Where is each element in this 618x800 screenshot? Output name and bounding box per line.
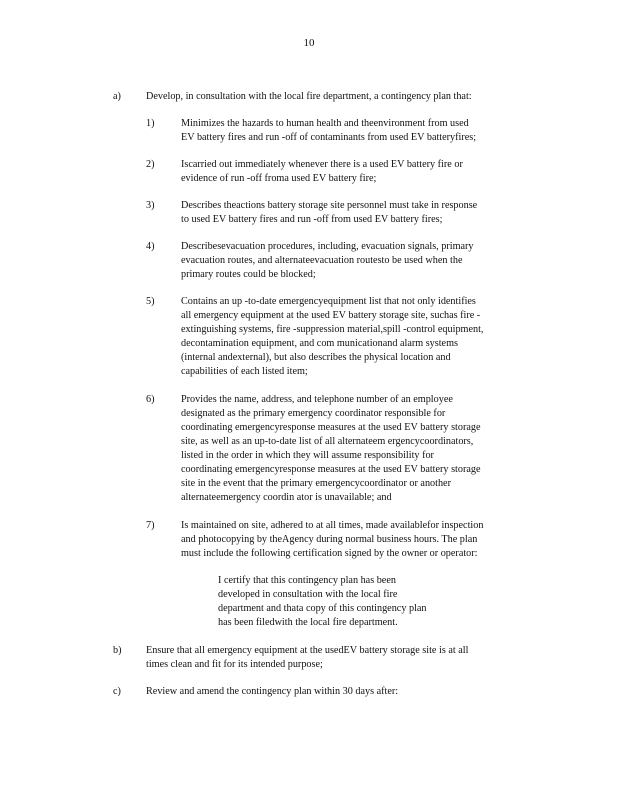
section-a-text: Develop, in consultation with the local fire department, a contingency plan that: [146,91,472,102]
list-item-1-line-1: Minimizes the hazards to human health and theenvironment from used [181,118,469,129]
list-item-6-line-2: designated as the primary emergency coordinator responsible for [181,408,446,419]
list-item-6-line-7: site in the event that the primary emergencycoordinator or another [181,478,451,489]
list-item-5-line-5: (internal andexternal), but also describes the physical location and [181,352,451,363]
list-item-5-line-3: extinguishing systems, fire -suppression material,spill -control equipment, [181,324,484,335]
list-item-5-line-1: Contains an up -to-date emergencyequipment list that not only identifies [181,296,476,307]
list-item-5-line-6: capabilities of each listed item; [181,366,308,377]
list-item-6-line-3: coordinating emergencyresponse measures at the used EV battery storage [181,422,481,433]
list-item-7-line-2: and photocopying by theAgency during normal business hours. The plan [181,534,478,545]
list-item-2-line-2: evidence of run -off froma used EV battery fire; [181,173,377,184]
section-a-label: a) [113,91,121,102]
list-item-5-label: 5) [146,296,155,307]
list-item-7-line-1: Is maintained on site, adhered to at all times, made availablefor inspection [181,520,484,531]
list-item-4-line-1: Describesevacuation procedures, including, evacuation signals, primary [181,241,474,252]
list-item-1-label: 1) [146,118,155,129]
list-item-6-line-5: listed in the order in which they will assume responsibility for [181,450,434,461]
list-item-6-line-1: Provides the name, address, and telephone number of an employee [181,394,453,405]
certification-line-4: has been filedwith the local fire department. [218,617,398,628]
list-item-4-line-2: evacuation routes, and alternateevacuation routesto be used when the [181,255,463,266]
list-item-5-line-4: decontamination equipment, and com municationand alarm systems [181,338,458,349]
certification-line-3: department and thata copy of this contingency plan [218,603,427,614]
page-number: 10 [303,37,315,49]
certification-line-2: developed in consultation with the local fire [218,589,398,600]
certification-line-1: I certify that this contingency plan has been [218,575,396,586]
list-item-1-line-2: EV battery fires and run -off of contaminants from used EV batteryfires; [181,132,477,143]
section-c-line-1: Review and amend the contingency plan within 30 days after: [146,686,399,697]
list-item-6-line-8: alternateemergency coordin ator is unavailable; and [181,492,392,503]
list-item-4-line-3: primary routes could be blocked; [181,269,316,280]
list-item-6-line-4: site, as well as an up-to-date list of all alternateem ergencycoordinators, [181,436,474,447]
list-item-7-line-3: must include the following certification signed by the owner or operator: [181,548,478,559]
list-item-7-label: 7) [146,520,155,531]
list-item-5-line-2: all emergency equipment at the used EV battery storage site, suchas fire - [181,310,481,321]
list-item-6-label: 6) [146,394,155,405]
list-item-2-line-1: Iscarried out immediately whenever there is a used EV battery fire or [181,159,463,170]
list-item-3-line-2: to used EV battery fires and run -off from used EV battery fires; [181,214,443,225]
section-b-line-2: times clean and fit for its intended purpose; [146,659,323,670]
list-item-3-label: 3) [146,200,155,211]
list-item-3-line-1: Describes theactions battery storage site personnel must take in response [181,200,478,211]
section-c-label: c) [113,686,121,697]
section-b-label: b) [113,645,122,656]
list-item-4-label: 4) [146,241,155,252]
section-b-line-1: Ensure that all emergency equipment at the usedEV battery storage site is at all [146,645,469,656]
list-item-6-line-6: coordinating emergencyresponse measures at the used EV battery storage [181,464,481,475]
list-item-2-label: 2) [146,159,155,170]
